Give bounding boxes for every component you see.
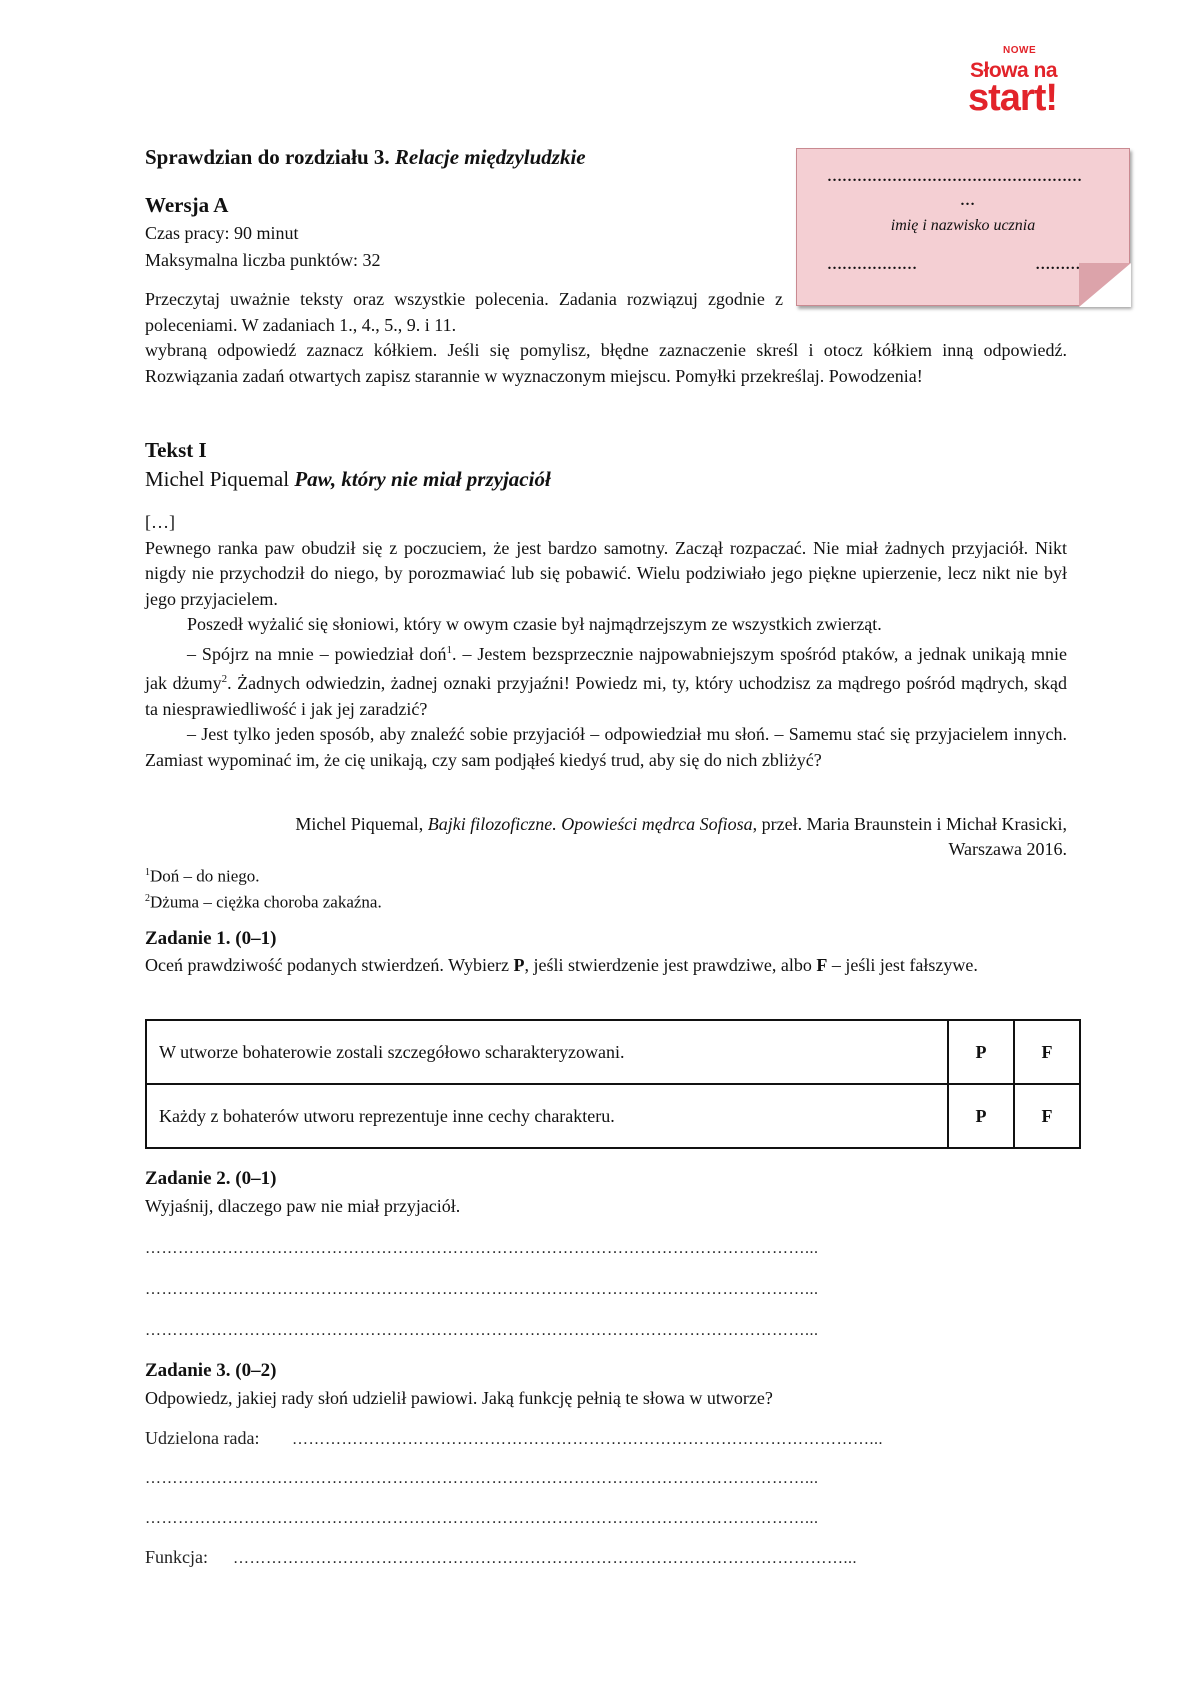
version-label: Wersja A — [145, 193, 229, 217]
footnote-ref-2: 2 — [221, 673, 228, 685]
table-row — [146, 1084, 1080, 1148]
answer-line[interactable]: …………………………………………………………………………………………………………... — [145, 1240, 819, 1257]
footnote-ref-1: 1 — [446, 643, 453, 656]
student-name-label: imię i nazwisko ucznia — [890, 217, 1036, 234]
page-curl-decoration — [1079, 263, 1131, 307]
task-1-title: Zadanie 1. (0–1) — [145, 928, 277, 949]
source-author: Michel Piquemal, — [295, 814, 424, 834]
task-3-question: Odpowiedz, jakiej rady słoń udzielił pawiowi. Jaką funkcję pełnią te słowa w utworze? — [145, 1388, 773, 1408]
answer-line[interactable]: …………………………………………………………………………………………………………... — [145, 1470, 819, 1487]
option-false-1[interactable]: F — [1014, 1020, 1080, 1084]
story-paragraph-1: Pewnego ranka paw obudził się z poczuciem, że jest bardzo samotny. Zaczął rozpaczać. Nie miał żadnych przyjaciół. Nikt nigdy nie przychodził do niego, by porozmawiać lub się pobawić. Wielu podziwiało jego piękne upierzenie, lecz nikt nie był jego przyjacielem. — [145, 537, 1067, 609]
answer-line[interactable]: …………………………………………………………………………………………………………... — [145, 1510, 819, 1527]
text-author-line — [145, 467, 551, 492]
instructions — [145, 287, 1067, 389]
class-dots: ……………… — [827, 257, 917, 273]
name-dots-top: …………………………………………… — [827, 169, 1082, 185]
source-details: , przeł. Maria Braunstein i Michał Krasicki, — [752, 814, 1067, 834]
test-title-italic: Relacje międzyludzkie — [394, 145, 586, 169]
table-row — [146, 1020, 1080, 1084]
answer-line[interactable]: …………………………………………………………………………………………………………... — [145, 1322, 819, 1339]
text-work-title: Paw, który nie miał przyjaciół — [294, 467, 551, 491]
logo-line-1: NOWE — [1003, 45, 1037, 56]
max-points: Maksymalna liczba punktów: 32 — [145, 250, 381, 270]
option-false-2[interactable]: F — [1014, 1084, 1080, 1148]
task-3-title: Zadanie 3. (0–2) — [145, 1360, 277, 1381]
source-title: Bajki filozoficzne. Opowieści mędrca Sofiosa — [427, 814, 753, 834]
logo-line-2: Słowa na — [970, 59, 1058, 82]
instructions-part-2: wybraną odpowiedź zaznacz kółkiem. Jeśli się pomylisz, błędne zaznaczenie skreśl i otocz kółkiem inną odpowiedź. Rozwiązania zadań otwartych zapisz starannie w wyznaczonym miejscu. Pomyłki przekreślaj. Powodzenia! — [145, 340, 1067, 386]
instructions-part-1: Przeczytaj uważnie teksty oraz wszystkie polecenia. Zadania rozwiązuj zgodnie z poleceniami. W zadaniach 1., 4., 5., 9. i 11. — [145, 289, 783, 335]
date-dots: …………. — [1035, 257, 1099, 273]
brand-logo — [968, 46, 1078, 117]
story-paragraph-2: Poszedł wyżalić się słoniowi, który w owym czasie był najmądrzejszym ze wszystkich zwierząt. — [187, 614, 882, 634]
logo-line-3: start! — [968, 77, 1058, 119]
test-title — [145, 145, 586, 170]
task-2-question: Wyjaśnij, dlaczego paw nie miał przyjaciół. — [145, 1196, 461, 1216]
option-true-2[interactable]: P — [948, 1084, 1014, 1148]
function-label: Funkcja: — [145, 1547, 208, 1567]
text-heading: Tekst I — [145, 438, 207, 462]
story-paragraph-4: – Jest tylko jeden sposób, aby znaleźć sobie przyjaciół – odpowiedział mu słoń. – Samemu stać się przyjacielem innych. Zamiast wypominać im, że cię unikają, czy sam podjąłeś kiedyś trud, aby się do nich zbliżyć? — [145, 724, 1067, 770]
statement-1: W utworze bohaterowie zostali szczegółowo scharakteryzowani. — [146, 1020, 948, 1084]
task-1-table — [145, 1019, 1081, 1149]
advice-label: Udzielona rada: — [145, 1428, 260, 1448]
story-paragraph-3: – Spójrz na mnie – powiedział doń$^1$. – Jestem bezsprzecznie najpowabniejszym spośród ptaków, a jednak unikają mnie jak dżumy$^2$. Żadnych odwiedzin, żadnej oznaki przyjaźni! Powiedz mi, ty, który uchodzisz za mądrego pośród mądrych, skąd ta niesprawiedliwość i jak jej zaradzić? — [145, 643, 1067, 719]
task-1-instruction: Oceń prawdziwość podanych stwierdzeń. Wybierz P, jeśli stwierdzenie jest prawdziwe, albo F – jeśli jest fałszywe. — [145, 955, 978, 975]
answer-line[interactable]: …………………………………………………………………………………………………………... — [145, 1281, 819, 1298]
story-ellipsis: […] — [145, 512, 175, 532]
statement-2: Każdy z bohaterów utworu reprezentuje inne cechy charakteru. — [146, 1084, 948, 1148]
task-2-title: Zadanie 2. (0–1) — [145, 1168, 277, 1189]
test-title-plain: Sprawdzian do rozdziału 3. — [145, 145, 390, 169]
footnote-2: $^2$Dżuma – ciężka choroba zakaźna. — [145, 892, 382, 912]
option-true-1[interactable]: P — [948, 1020, 1014, 1084]
story-text — [145, 510, 1067, 773]
text-author: Michel Piquemal — [145, 467, 290, 491]
test-meta — [145, 220, 380, 274]
text-source — [145, 812, 1067, 862]
advice-answer-line[interactable]: ……………………………………………………………………………………………... — [292, 1431, 883, 1448]
source-city: Warszawa 2016. — [948, 839, 1067, 859]
name-dots-mid: … — [960, 193, 975, 209]
student-name-card[interactable] — [796, 148, 1130, 306]
function-answer-line[interactable]: …………………………………………………………………………………………………... — [233, 1550, 857, 1567]
time-limit: Czas pracy: 90 minut — [145, 223, 299, 243]
footnotes — [145, 862, 382, 913]
footnote-1: $^1$Doń – do niego. — [145, 866, 260, 886]
